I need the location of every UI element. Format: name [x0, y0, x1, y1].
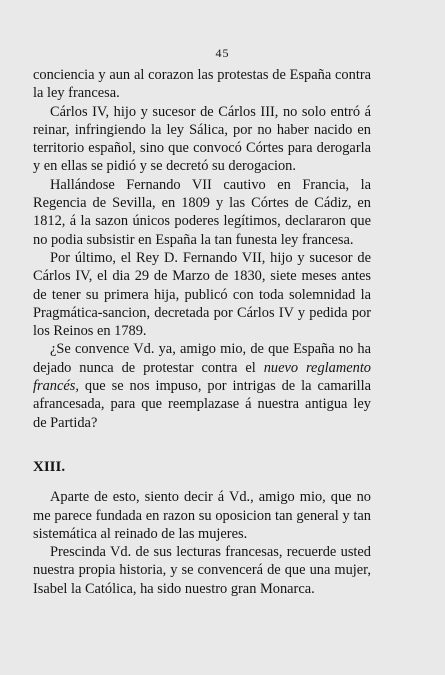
- section-heading: XIII.: [33, 458, 66, 475]
- paragraph-3: Hallándose Fernando VII cautivo en Francia, la Regencia de Sevilla, en 1809 y las Córtes de Cádiz, en 1812, á la sazon únicos poderes legítimos, declararon que no podia subsistir en España la tan funesta ley francesa.: [33, 176, 371, 248]
- paragraph-question: [33, 340, 371, 431]
- paragraph-6: Prescinda Vd. de sus lecturas francesas, recuerde usted nuestra propia historia, y se convencerá de que una mujer, Isabel la Católica, ha sido nuestro gran Monarca.: [33, 544, 371, 597]
- question-text-end: que se nos impuso, por intrigas de la camarilla afrancesada, para que reemplazase á nuestra antigua ley de Partida?: [33, 378, 371, 431]
- paragraph-4: Por último, el Rey D. Fernando VII, hijo y sucesor de Cárlos IV, el dia 29 de Marzo de 1830, siete meses antes de tener su primera hija, publicó con toda solemnidad la Pragmática-sancion, decretada por Cárlos IV y pedida por los Reinos en 1789.: [33, 249, 371, 340]
- paragraph-2: Cárlos IV, hijo y sucesor de Cárlos III, no solo entró á reinar, infringiendo la ley Sálica, por no haber nacido en territorio español, sino que convocó Córtes para derogarla y en ellas se pidió y se decretó su derogacion.: [33, 103, 371, 175]
- question-text-start: ¿Se convence Vd. ya, amigo mio, de que España no ha dejado nunca de protestar contra el: [33, 341, 371, 376]
- body-text: [33, 66, 371, 598]
- paragraph-1: conciencia y aun al corazon las protestas de España contra la ley francesa.: [33, 67, 371, 102]
- paragraph-5: Aparte de esto, siento decir á Vd., amigo mio, que no me parece fundada en razon su oposicion tan general y tan sistemática al reinado de las mujeres.: [33, 489, 371, 542]
- page-number: 45: [215, 46, 230, 60]
- question-italic-phrase: nuevo reglamento francés,: [33, 359, 372, 395]
